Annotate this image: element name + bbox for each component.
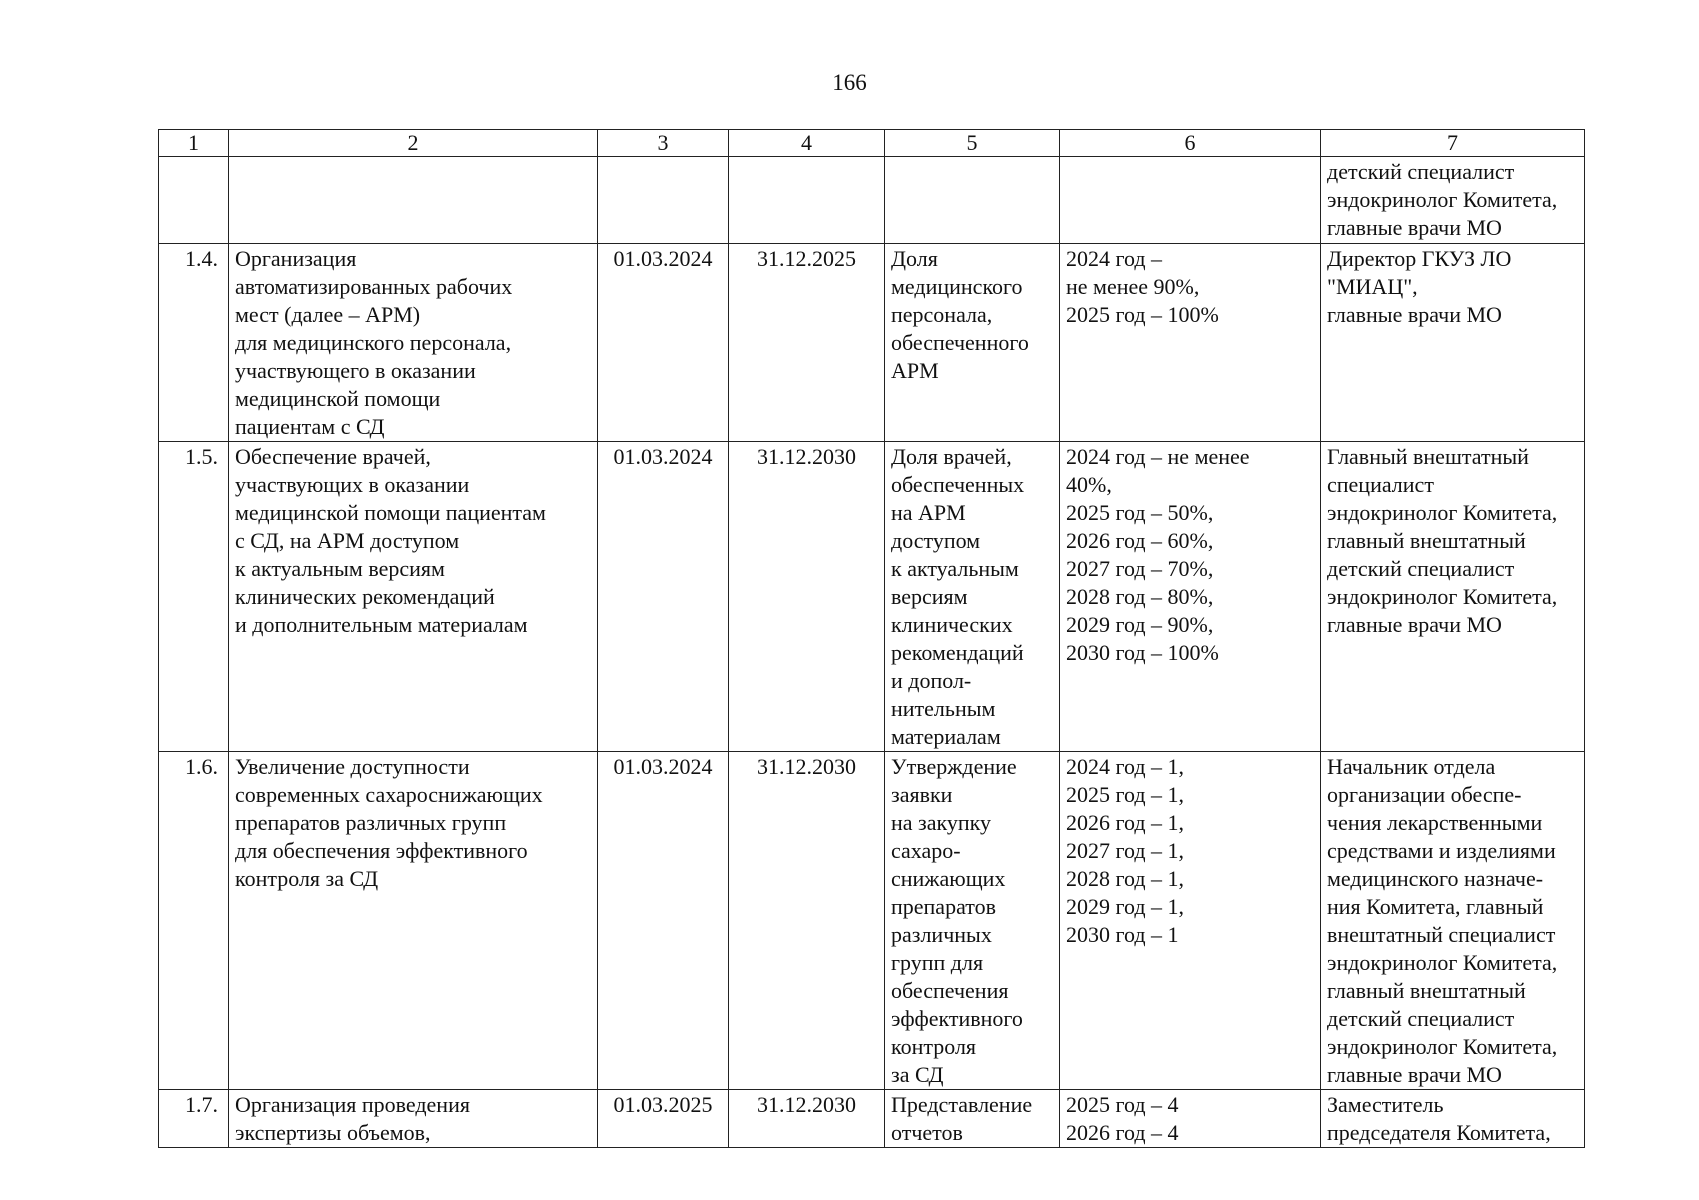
table-row (159, 244, 1585, 442)
column-number-header: 7 (1321, 130, 1585, 157)
end-date-cell: 31.12.2030 (729, 1090, 885, 1148)
target-values-cell: 2024 год – не менее 90%, 2025 год – 100% (1060, 244, 1321, 442)
item-number-cell: 1.7. (159, 1090, 229, 1148)
target-values-cell: 2025 год – 4 2026 год – 4 (1060, 1090, 1321, 1148)
start-date-cell: 01.03.2025 (598, 1090, 729, 1148)
indicator-cell (885, 157, 1060, 244)
activity-name-cell (229, 157, 598, 244)
start-date-cell: 01.03.2024 (598, 244, 729, 442)
column-number-header: 5 (885, 130, 1060, 157)
end-date-cell: 31.12.2030 (729, 442, 885, 752)
column-number-header: 1 (159, 130, 229, 157)
target-values-cell (1060, 157, 1321, 244)
activity-name-cell: Организация проведения экспертизы объемов, (229, 1090, 598, 1148)
responsible-cell: Заместитель председателя Комитета, (1321, 1090, 1585, 1148)
end-date-cell: 31.12.2030 (729, 752, 885, 1090)
responsible-cell: Начальник отдела организации обеспе- чения лекарственными средствами и изделиями медицинского назначе- ния Комитета, главный внештатный специалист эндокринолог Комитета, главный внештатный детский специалист эндокринолог Комитета, главные врачи МО (1321, 752, 1585, 1090)
activity-name-cell: Обеспечение врачей, участвующих в оказании медицинской помощи пациентам с СД, на АРМ доступом к актуальным версиям клинических рекомендаций и дополнительным материалам (229, 442, 598, 752)
responsible-cell: детский специалист эндокринолог Комитета, главные врачи МО (1321, 157, 1585, 244)
page-number: 166 (832, 70, 867, 95)
indicator-cell: Представление отчетов (885, 1090, 1060, 1148)
item-number-cell: 1.6. (159, 752, 229, 1090)
indicator-cell: Утверждение заявки на закупку сахаро- снижающих препаратов различных групп для обеспечения эффективного контроля за СД (885, 752, 1060, 1090)
item-number-cell: 1.4. (159, 244, 229, 442)
table-row (159, 752, 1585, 1090)
indicator-cell: Доля медицинского персонала, обеспеченного АРМ (885, 244, 1060, 442)
responsible-cell: Директор ГКУЗ ЛО "МИАЦ", главные врачи МО (1321, 244, 1585, 442)
item-number-cell: 1.5. (159, 442, 229, 752)
end-date-cell: 31.12.2025 (729, 244, 885, 442)
table-row (159, 442, 1585, 752)
target-values-cell: 2024 год – не менее 40%, 2025 год – 50%, 2026 год – 60%, 2027 год – 70%, 2028 год – 80%, 2029 год – 90%, 2030 год – 100% (1060, 442, 1321, 752)
start-date-cell: 01.03.2024 (598, 752, 729, 1090)
item-number-cell (159, 157, 229, 244)
start-date-cell: 01.03.2024 (598, 442, 729, 752)
indicator-cell: Доля врачей, обеспеченных на АРМ доступом к актуальным версиям клинических рекомендаций и допол- нительным материалам (885, 442, 1060, 752)
activity-name-cell: Увеличение доступности современных сахароснижающих препаратов различных групп для обеспечения эффективного контроля за СД (229, 752, 598, 1090)
start-date-cell (598, 157, 729, 244)
responsible-cell: Главный внештатный специалист эндокринолог Комитета, главный внештатный детский специалист эндокринолог Комитета, главные врачи МО (1321, 442, 1585, 752)
column-number-header: 6 (1060, 130, 1321, 157)
table-row (159, 1090, 1585, 1148)
end-date-cell (729, 157, 885, 244)
activity-name-cell: Организация автоматизированных рабочих мест (далее – АРМ) для медицинского персонала, участвующего в оказании медицинской помощи пациентам с СД (229, 244, 598, 442)
table-row (159, 157, 1585, 244)
plan-table (158, 129, 1585, 1148)
column-number-header-row (159, 130, 1585, 157)
column-number-header: 3 (598, 130, 729, 157)
column-number-header: 2 (229, 130, 598, 157)
column-number-header: 4 (729, 130, 885, 157)
target-values-cell: 2024 год – 1, 2025 год – 1, 2026 год – 1, 2027 год – 1, 2028 год – 1, 2029 год – 1, 2030 год – 1 (1060, 752, 1321, 1090)
